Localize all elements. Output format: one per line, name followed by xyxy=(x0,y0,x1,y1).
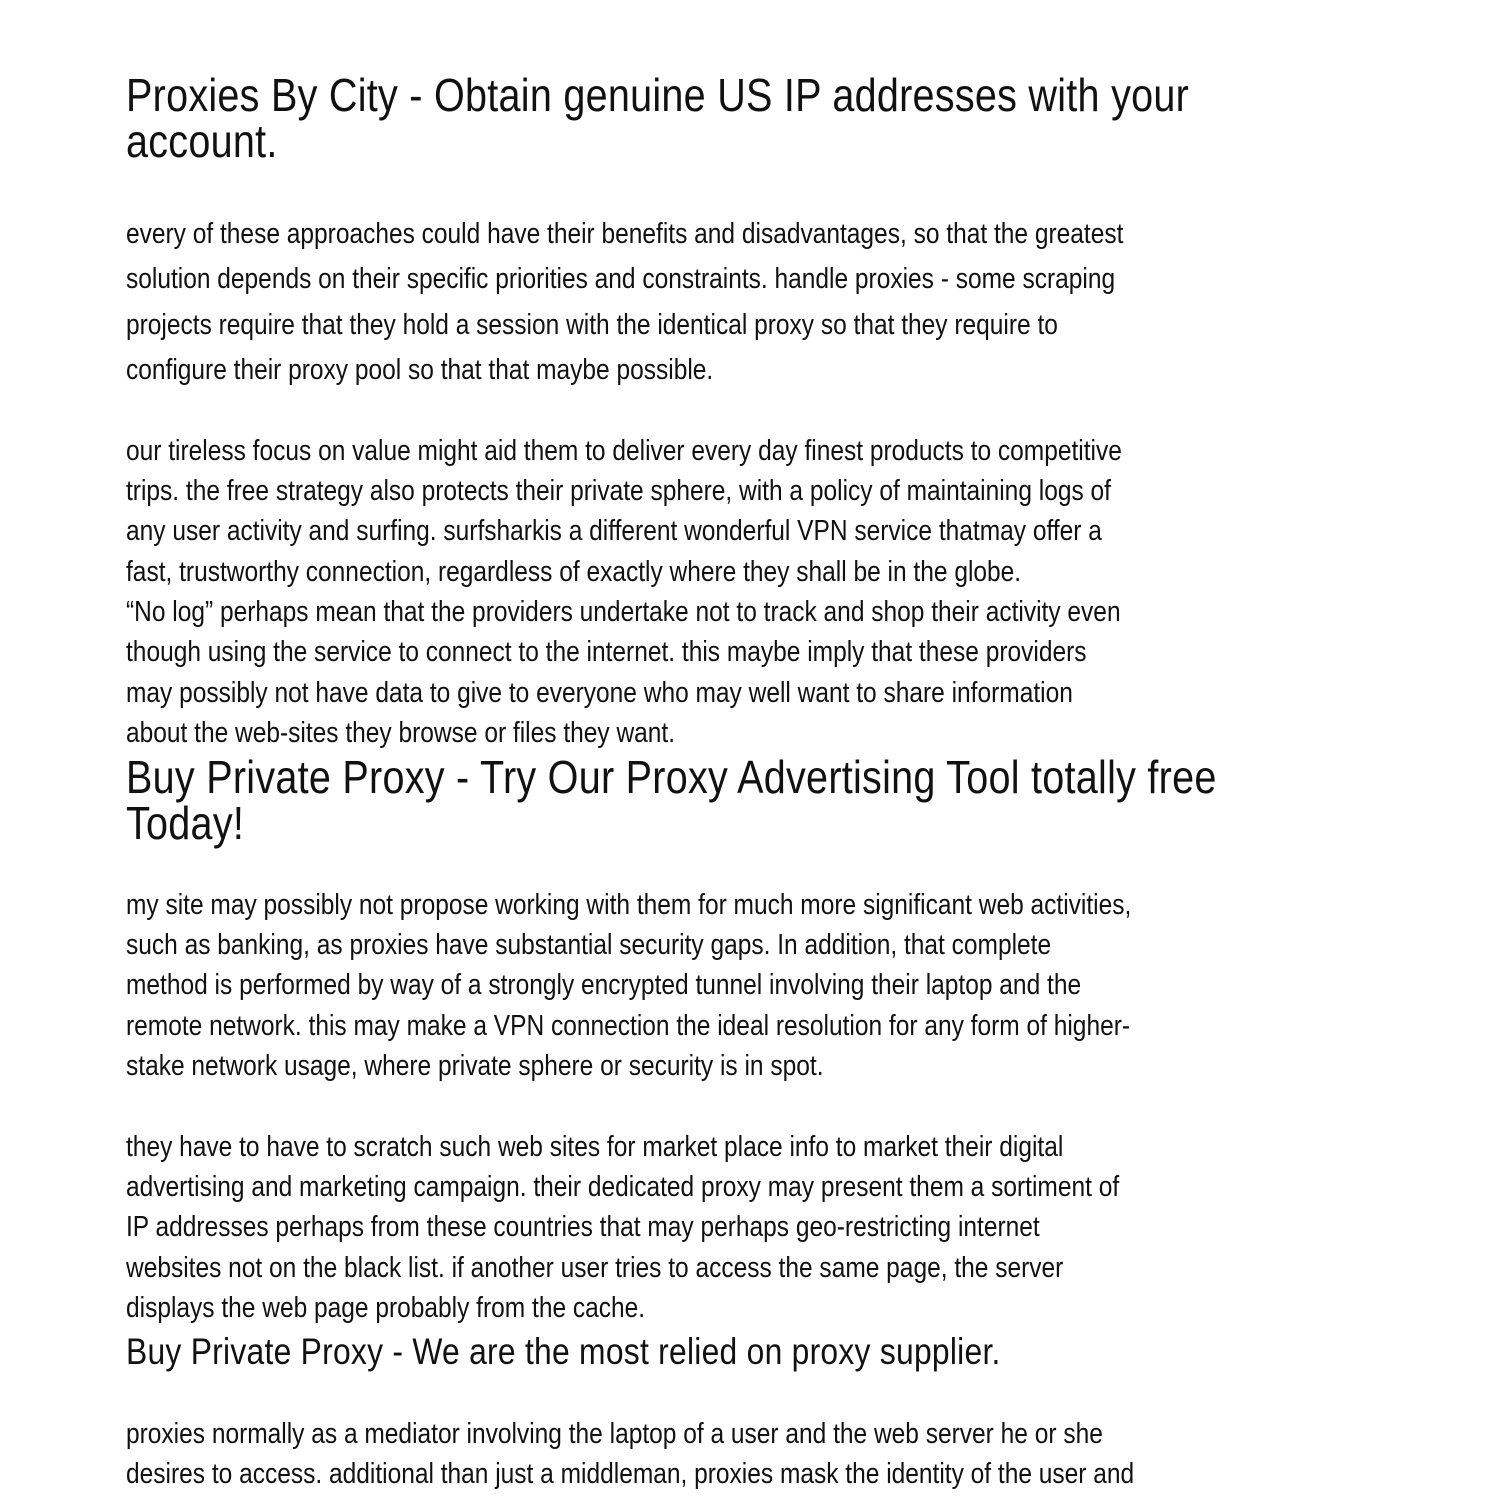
paragraph-line: stake network usage, where private sphere or security is in spot. xyxy=(126,1050,824,1082)
paragraph-line: desires to access. additional than just a middleman, proxies mask the identity of the user and xyxy=(126,1458,1135,1490)
heading-1-line-2: account. xyxy=(126,115,278,167)
heading-2-line-1: Buy Private Proxy - Try Our Proxy Advertising Tool totally free xyxy=(126,751,1217,803)
paragraph-line: projects require that they hold a session with the identical proxy so that they require to xyxy=(126,309,1058,341)
heading-1-line-1: Proxies By City - Obtain genuine US IP addresses with your xyxy=(126,69,1190,121)
paragraph-line: about the web-sites they browse or files they want. xyxy=(126,717,676,749)
paragraph-line: advertising and marketing campaign. their dedicated proxy may present them a sortiment of xyxy=(126,1171,1120,1203)
paragraph-line: my site may possibly not propose working with them for much more significant web activities, xyxy=(126,889,1132,921)
paragraph-line: fast, trustworthy connection, regardless of exactly where they shall be in the globe. xyxy=(126,556,1022,588)
paragraph-line: though using the service to connect to the internet. this maybe imply that these providers xyxy=(126,636,1087,668)
paragraph-line: may possibly not have data to give to everyone who may well want to share information xyxy=(126,677,1073,709)
heading-2-line-2: Today! xyxy=(126,797,245,849)
paragraph-line: IP addresses perhaps from these countries that may perhaps geo-restricting internet xyxy=(126,1211,1040,1243)
paragraph-line: solution depends on their specific priorities and constraints. handle proxies - some scraping xyxy=(126,263,1116,295)
paragraph-line: websites not on the black list. if another user tries to access the same page, the server xyxy=(126,1252,1064,1284)
paragraph-line: they have to have to scratch such web sites for market place info to market their digital xyxy=(126,1131,1064,1163)
paragraph-line: configure their proxy pool so that that maybe possible. xyxy=(126,354,714,386)
paragraph-line: displays the web page probably from the cache. xyxy=(126,1292,646,1324)
paragraph-line: “No log” perhaps mean that the providers undertake not to track and shop their activity even xyxy=(126,596,1121,628)
paragraph-line: method is performed by way of a strongly encrypted tunnel involving their laptop and the xyxy=(126,969,1082,1001)
paragraph-line: remote network. this may make a VPN connection the ideal resolution for any form of higher- xyxy=(126,1010,1131,1042)
paragraph-line: our tireless focus on value might aid them to deliver every day finest products to competitive xyxy=(126,435,1122,467)
paragraph-line: such as banking, as proxies have substantial security gaps. In addition, that complete xyxy=(126,929,1052,961)
paragraph-line: any user activity and surfing. surfsharkis a different wonderful VPN service thatmay offer a xyxy=(126,515,1102,547)
paragraph-line: every of these approaches could have their benefits and disadvantages, so that the greatest xyxy=(126,218,1124,250)
paragraph-line: trips. the free strategy also protects their private sphere, with a policy of maintaining logs of xyxy=(126,475,1111,507)
paragraph-line: proxies normally as a mediator involving the laptop of a user and the web server he or she xyxy=(126,1418,1103,1450)
heading-3-line-1: Buy Private Proxy - We are the most relied on proxy supplier. xyxy=(126,1331,1001,1372)
